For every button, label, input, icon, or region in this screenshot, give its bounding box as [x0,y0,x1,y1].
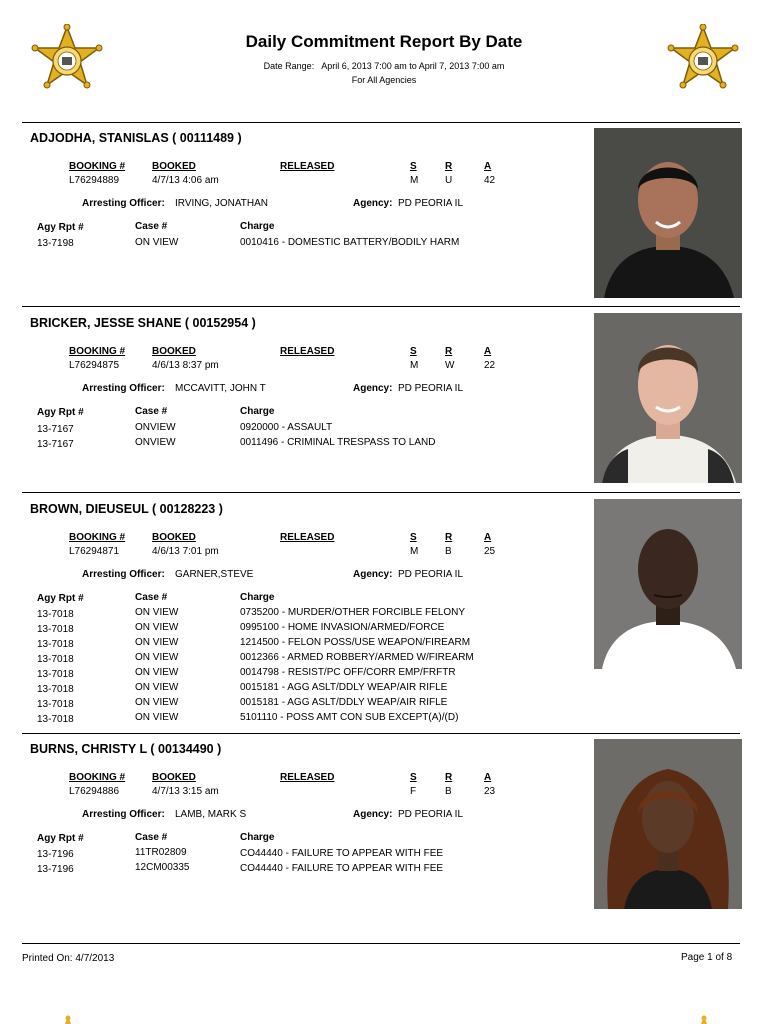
booking-photo [594,128,742,298]
arresting-officer-label: Arresting Officer: [82,383,165,394]
charge-header: Charge [240,221,275,232]
sex-header: S [410,161,417,172]
agency-value: PD PEORIA IL [398,383,464,394]
date-range-value: April 6, 2013 7:00 am to April 7, 2013 7:00 am [321,61,505,71]
case-header: Case # [135,832,168,843]
race-header: R [445,772,453,783]
case-number: 11TR02809 [135,847,187,858]
booking-photo [594,313,742,483]
charge-text: CO44440 - FAILURE TO APPEAR WITH FEE [240,863,444,874]
charge-header: Charge [240,592,275,603]
booking-number: L76294889 [69,175,120,186]
inmate-name: BRICKER, JESSE SHANE ( 00152954 ) [30,316,256,330]
race-value: U [445,175,453,186]
sex-header: S [410,346,417,357]
arresting-officer: IRVING, JONATHAN [175,198,268,209]
agencies-note: For All Agencies [351,75,417,85]
sheriff-badge-partial-left [50,1015,86,1024]
arresting-officer-label: Arresting Officer: [82,569,165,580]
age-header: A [484,161,492,172]
race-value: B [445,546,452,557]
agy-rpt: 13-7196 [37,849,74,860]
divider [22,943,740,944]
case-number: ONVIEW [135,437,176,448]
age-header: A [484,532,492,543]
divider [22,122,740,123]
age-header: A [484,346,492,357]
booked-date: 4/7/13 4:06 am [152,175,219,186]
age-value: 25 [484,546,496,557]
booking-photo [594,739,742,909]
charge-text: 0920000 - ASSAULT [240,422,333,433]
charge-text: 0011496 - CRIMINAL TRESPASS TO LAND [240,437,436,448]
agy-rpt-header: Agy Rpt # [37,593,84,604]
age-header: A [484,772,492,783]
released-header: RELEASED [280,161,335,172]
charge-text: 0010416 - DOMESTIC BATTERY/BODILY HARM [240,237,460,248]
case-number: ONVIEW [135,422,176,433]
booking-number: L76294886 [69,786,120,797]
printed-on [22,953,114,964]
race-header: R [445,532,453,543]
sex-value: M [410,360,419,371]
case-number: ON VIEW [135,637,179,648]
agy-rpt-header: Agy Rpt # [37,407,84,418]
agency-label: Agency: [353,569,393,580]
booking-photo [594,499,742,669]
agency-label: Agency: [353,809,393,820]
sex-value: F [410,786,417,797]
agy-rpt: 13-7018 [37,609,74,620]
case-number: ON VIEW [135,237,179,248]
printed-on-date: 4/7/2013 [75,953,115,964]
agy-rpt-header: Agy Rpt # [37,833,84,844]
inmate-name: BURNS, CHRISTY L ( 00134490 ) [30,742,222,756]
case-header: Case # [135,406,168,417]
booked-header: BOOKED [152,161,196,172]
agency-value: PD PEORIA IL [398,809,464,820]
divider [22,492,740,493]
sex-header: S [410,772,417,783]
agy-rpt: 13-7018 [37,654,74,665]
case-number: 12CM00335 [135,862,190,873]
charge-text: 0735200 - MURDER/OTHER FORCIBLE FELONY [240,607,466,618]
case-header: Case # [135,592,168,603]
booked-header: BOOKED [152,532,196,543]
case-header: Case # [135,221,168,232]
page-number: Page 1 of 8 [681,952,733,963]
booked-header: BOOKED [152,346,196,357]
race-value: B [445,786,452,797]
agy-rpt: 13-7167 [37,424,74,435]
report-title: Daily Commitment Report By Date [245,32,523,51]
sex-value: M [410,175,419,186]
case-number: ON VIEW [135,607,179,618]
case-number: ON VIEW [135,667,179,678]
booked-header: BOOKED [152,772,196,783]
charge-text: 0014798 - RESIST/PC OFF/CORR EMP/FRFTR [240,667,456,678]
race-value: W [445,360,455,371]
charge-text: 0015181 - AGG ASLT/DDLY WEAP/AIR RIFLE [240,682,448,693]
charge-text: 0012366 - ARMED ROBBERY/ARMED W/FIREARM [240,652,474,663]
arresting-officer: GARNER,STEVE [175,569,254,580]
agy-rpt: 13-7018 [37,684,74,695]
case-number: ON VIEW [135,622,179,633]
sex-header: S [410,532,417,543]
age-value: 22 [484,360,496,371]
race-header: R [445,346,453,357]
agy-rpt: 13-7018 [37,639,74,650]
case-number: ON VIEW [135,682,179,693]
case-number: ON VIEW [135,652,179,663]
inmate-name: ADJODHA, STANISLAS ( 00111489 ) [30,131,242,145]
date-range [0,61,768,71]
sheriff-badge-partial-right [686,1015,722,1024]
agy-rpt: 13-7018 [37,669,74,680]
booked-date: 4/6/13 8:37 pm [152,360,219,371]
agy-rpt: 13-7198 [37,238,74,249]
booked-date: 4/6/13 7:01 pm [152,546,219,557]
sex-value: M [410,546,419,557]
booking-number: L76294875 [69,360,120,371]
age-value: 42 [484,175,496,186]
released-header: RELEASED [280,772,335,783]
charge-text: 0995100 - HOME INVASION/ARMED/FORCE [240,622,445,633]
booking-number: L76294871 [69,546,120,557]
booking-header: BOOKING # [69,346,126,357]
charge-text: 0015181 - AGG ASLT/DDLY WEAP/AIR RIFLE [240,697,448,708]
agy-rpt: 13-7196 [37,864,74,875]
booking-header: BOOKING # [69,161,126,172]
arresting-officer-label: Arresting Officer: [82,809,165,820]
agy-rpt-header: Agy Rpt # [37,222,84,233]
charge-text: CO44440 - FAILURE TO APPEAR WITH FEE [240,848,444,859]
released-header: RELEASED [280,532,335,543]
charge-text: 5101110 - POSS AMT CON SUB EXCEPT(A)/(D) [240,712,459,723]
arresting-officer-label: Arresting Officer: [82,198,165,209]
printed-on-label: Printed On: [22,953,73,964]
booked-date: 4/7/13 3:15 am [152,786,219,797]
inmate-name: BROWN, DIEUSEUL ( 00128223 ) [30,502,223,516]
arresting-officer: MCCAVITT, JOHN T [175,383,266,394]
age-value: 23 [484,786,496,797]
booking-header: BOOKING # [69,532,126,543]
charge-header: Charge [240,832,275,843]
race-header: R [445,161,453,172]
agency-value: PD PEORIA IL [398,569,464,580]
agy-rpt: 13-7018 [37,714,74,725]
charge-text: 1214500 - FELON POSS/USE WEAPON/FIREARM [240,637,471,648]
arresting-officer: LAMB, MARK S [175,809,247,820]
agy-rpt: 13-7167 [37,439,74,450]
agency-label: Agency: [353,198,393,209]
charge-header: Charge [240,406,275,417]
date-range-label: Date Range: [263,61,315,71]
case-number: ON VIEW [135,697,179,708]
agency-value: PD PEORIA IL [398,198,464,209]
released-header: RELEASED [280,346,335,357]
agency-label: Agency: [353,383,393,394]
agy-rpt: 13-7018 [37,624,74,635]
divider [22,733,740,734]
divider [22,306,740,307]
case-number: ON VIEW [135,712,179,723]
agy-rpt: 13-7018 [37,699,74,710]
booking-header: BOOKING # [69,772,126,783]
